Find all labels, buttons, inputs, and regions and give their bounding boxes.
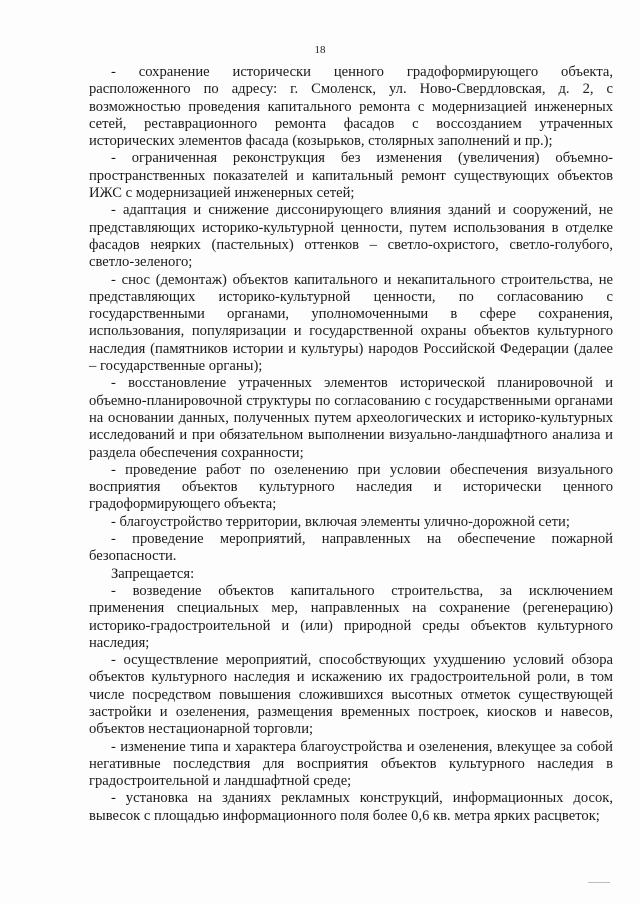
paragraph-prohibit-landscape-change: - изменение типа и характера благоустройства и озеленения, влекущее за собой негативные последствия для восприятия объектов культурного наследия в градостроительной и ландшафтной среде; [89,738,613,790]
page-number: 18 [314,44,326,56]
document-body [89,64,613,825]
paragraph-prohibit-view-obstruction: - осуществление мероприятий, способствующих ухудшению условий обзора объектов культурного наследия и искажению их градостроительной роли, в том числе посредством повышения сложившихся высотных отметок существующей застройки и озеленения, размещения временных построек, киосков и навесов, объектов нестационарной торговли; [89,652,613,738]
paragraph-demolition: - снос (демонтаж) объектов капитального и некапитального строительства, не представляющих историко-культурной ценности, по согласованию с государственными органами, уполномоченными в сфере сохранения, использования, популяризации и государственной охраны объектов культурного наследия (памятников истории и культуры) народов Российской Федерации (далее – государственные органы); [89,271,613,375]
paragraph-adaptation: - адаптация и снижение диссонирующего влияния зданий и сооружений, не представляющих историко-культурной ценности, путем использования в отделке фасадов неярких (пастельных) оттенков – светло-охристого, светло-голубого, светло-зеленого; [89,202,613,271]
scan-artifact-line [588,882,610,883]
paragraph-prohibit-construction: - возведение объектов капитального строительства, за исключением применения специальных мер, направленных на сохранение (регенерацию) историко-градостроительной и (или) природной среды объектов культурного наследия; [89,582,613,651]
paragraph-landscaping: - проведение работ по озеленению при условии обеспечения визуального восприятия объектов культурного наследия и исторически ценного градоформирующего объекта; [89,461,613,513]
paragraph-restoration: - восстановление утраченных элементов исторической планировочной и объемно-планировочной структуры по согласованию с государственными органами на основании данных, полученных путем археологических и историко-культурных исследований и при обязательном выполнении визуально-ландшафтного анализа и раздела обеспечения сохранности; [89,375,613,461]
paragraph-preserve-object: - сохранение исторически ценного градоформирующего объекта, расположенного по адресу: г. Смоленск, ул. Ново-Свердловская, д. 2, с возможностью проведения капитального ремонта с модернизацией инженерных сетей, реставрационного ремонта фасадов с воссозданием утраченных исторических элементов фасада (козырьков, столярных заполнений и пр.); [89,64,613,150]
section-heading-prohibited: Запрещается: [111,565,195,582]
paragraph-improvement: - благоустройство территории, включая элементы улично-дорожной сети; [111,513,570,530]
paragraph-fire-safety: - проведение мероприятий, направленных на обеспечение пожарной безопасности. [89,531,613,565]
paragraph-limited-reconstruction: - ограниченная реконструкция без изменения (увеличения) объемно-пространственных показателей и капитальный ремонт существующих объектов ИЖС с модернизацией инженерных сетей; [89,150,613,202]
paragraph-prohibit-advertising: - установка на зданиях рекламных конструкций, информационных досок, вывесок с площадью информационного поля более 0,6 кв. метра ярких расцветок; [89,790,613,824]
